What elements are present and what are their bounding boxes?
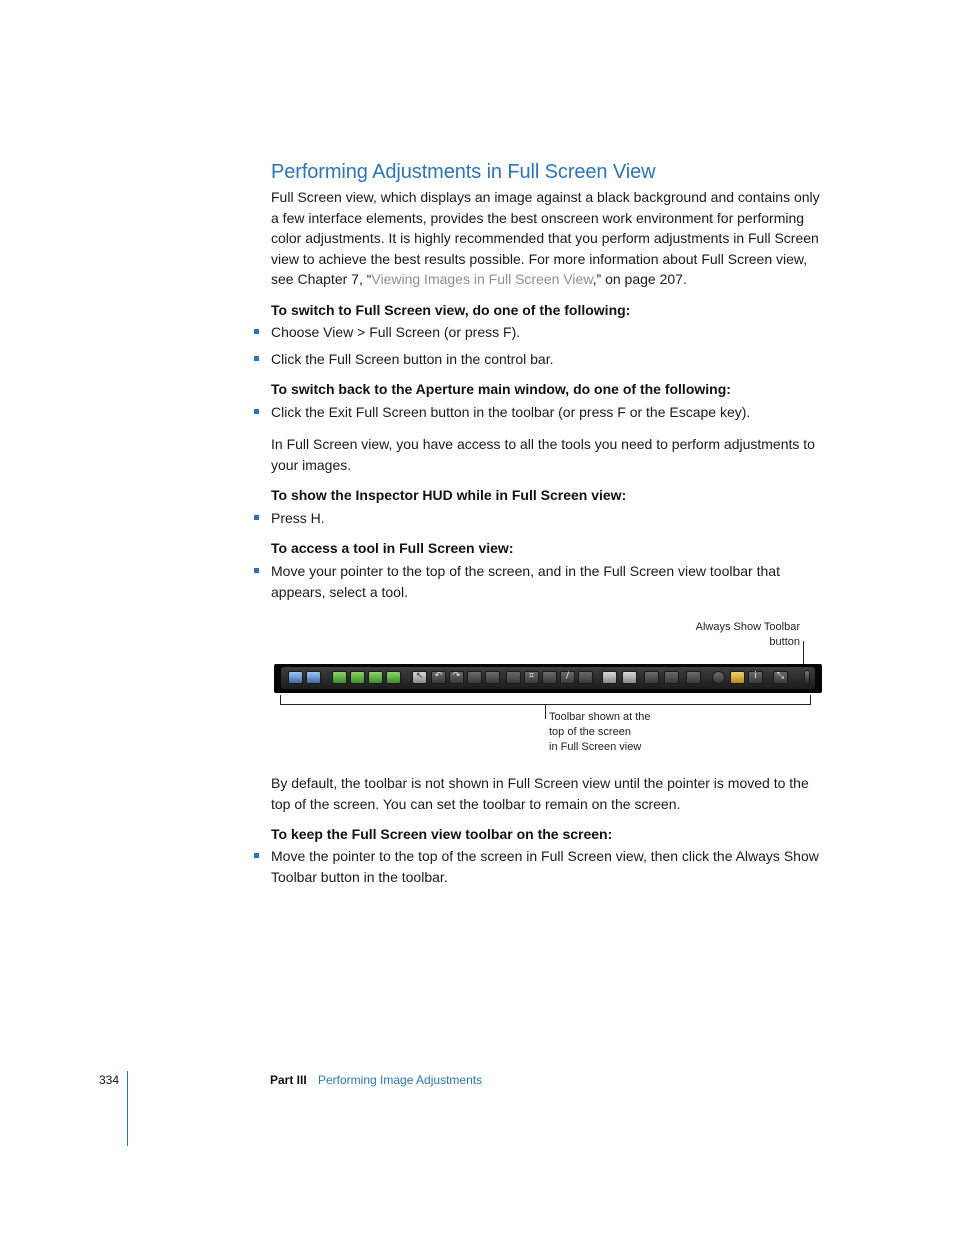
browser-icon[interactable]: [288, 671, 303, 684]
multi-view-icon[interactable]: [664, 671, 679, 684]
bullet-icon: [254, 329, 259, 334]
brush-icon[interactable]: /: [560, 671, 575, 684]
bullet-icon: [254, 356, 259, 361]
callout-line: button: [769, 636, 800, 648]
rotate-right-icon[interactable]: ↷: [449, 671, 464, 684]
footer-part-label: Part III: [270, 1073, 307, 1087]
bullet-icon: [254, 568, 259, 573]
selection-tool-icon[interactable]: ↖: [412, 671, 427, 684]
intro-paragraph: [271, 187, 827, 290]
lift-icon[interactable]: [485, 671, 500, 684]
intro-text-end: ,” on page 207.: [592, 271, 687, 287]
rotate-left-icon[interactable]: ↶: [431, 671, 446, 684]
list-item-text: Click the Full Screen button in the control bar.: [271, 351, 554, 367]
list-item-text: Move the pointer to the top of the screen in Full Screen view, then click the Always Show Toolbar button in the toolbar.: [271, 848, 819, 885]
footer-section-link[interactable]: Performing Image Adjustments: [318, 1073, 483, 1087]
callout-leader-line: [545, 704, 546, 719]
straighten-icon[interactable]: [506, 671, 521, 684]
info-icon[interactable]: i: [748, 671, 763, 684]
adjustments-icon[interactable]: [712, 671, 725, 684]
footer-rule: [127, 1071, 128, 1146]
subhead-keep-toolbar: To keep the Full Screen view toolbar on the screen:: [271, 826, 613, 842]
bracket-right: [810, 695, 811, 705]
metadata-icon[interactable]: [730, 671, 745, 684]
viewer-icon[interactable]: [306, 671, 321, 684]
list-item-text: Click the Exit Full Screen button in the toolbar (or press F or the Escape key).: [271, 404, 751, 420]
new-project-icon[interactable]: [332, 671, 347, 684]
list-item-text: Move your pointer to the top of the screen, and in the Full Screen view toolbar that appears, select a tool.: [271, 563, 780, 600]
loupe-icon[interactable]: [578, 671, 593, 684]
tools-paragraph: In Full Screen view, you have access to all the tools you need to perform adjustments to your images.: [271, 436, 815, 473]
stack-view-icon[interactable]: [622, 671, 637, 684]
bullet-icon: [254, 853, 259, 858]
callout-line: top of the screen: [549, 726, 631, 738]
crop-icon[interactable]: ⌗: [524, 671, 539, 684]
subhead-inspector-hud: To show the Inspector HUD while in Full Screen view:: [271, 487, 627, 503]
subhead-access-tool: To access a tool in Full Screen view:: [271, 540, 514, 556]
callout-toolbar-shown: [549, 710, 709, 755]
page-number: 334: [99, 1073, 120, 1087]
new-album-icon[interactable]: [350, 671, 365, 684]
intro-text: Full Screen view, which displays an image against a black background and contains only a few interface elements, provides the best onscreen work environment for performing color adjustments. It is highly recommended that you perform adjustments in Full Screen view to achieve the best results possible. For more information about Full Screen view, see Chapter 7, “: [271, 189, 820, 287]
stamp-icon[interactable]: [467, 671, 482, 684]
red-eye-icon[interactable]: [542, 671, 557, 684]
bullet-icon: [254, 409, 259, 414]
chapter-link[interactable]: Viewing Images in Full Screen View: [371, 271, 593, 287]
split-view-icon[interactable]: [602, 671, 617, 684]
callout-always-show-toolbar: [680, 620, 800, 650]
compare-icon[interactable]: [644, 671, 659, 684]
callout-line: Always Show Toolbar: [695, 621, 800, 633]
new-light-table-icon[interactable]: [386, 671, 401, 684]
callout-leader-line: [803, 641, 804, 665]
default-paragraph: By default, the toolbar is not shown in Full Screen view until the pointer is moved to the top of the screen. You can set the toolbar to remain on the screen.: [271, 775, 809, 812]
callout-line: Toolbar shown at the: [549, 711, 651, 723]
subhead-switch-to-full-screen: To switch to Full Screen view, do one of the following:: [271, 302, 631, 318]
bullet-icon: [254, 515, 259, 520]
new-smart-album-icon[interactable]: [368, 671, 383, 684]
list-item-text: Choose View > Full Screen (or press F).: [271, 324, 521, 340]
filmstrip-icon[interactable]: [686, 671, 701, 684]
full-screen-toolbar: [274, 664, 822, 693]
exit-full-screen-icon[interactable]: ⤡: [773, 671, 788, 684]
list-item-text: Press H.: [271, 510, 325, 526]
callout-line: in Full Screen view: [549, 741, 642, 753]
page-title: Performing Adjustments in Full Screen View: [271, 161, 656, 183]
always-show-toolbar-button[interactable]: [804, 670, 810, 685]
subhead-switch-back: To switch back to the Aperture main window, do one of the following:: [271, 381, 731, 397]
toolbar-body: [281, 667, 815, 689]
